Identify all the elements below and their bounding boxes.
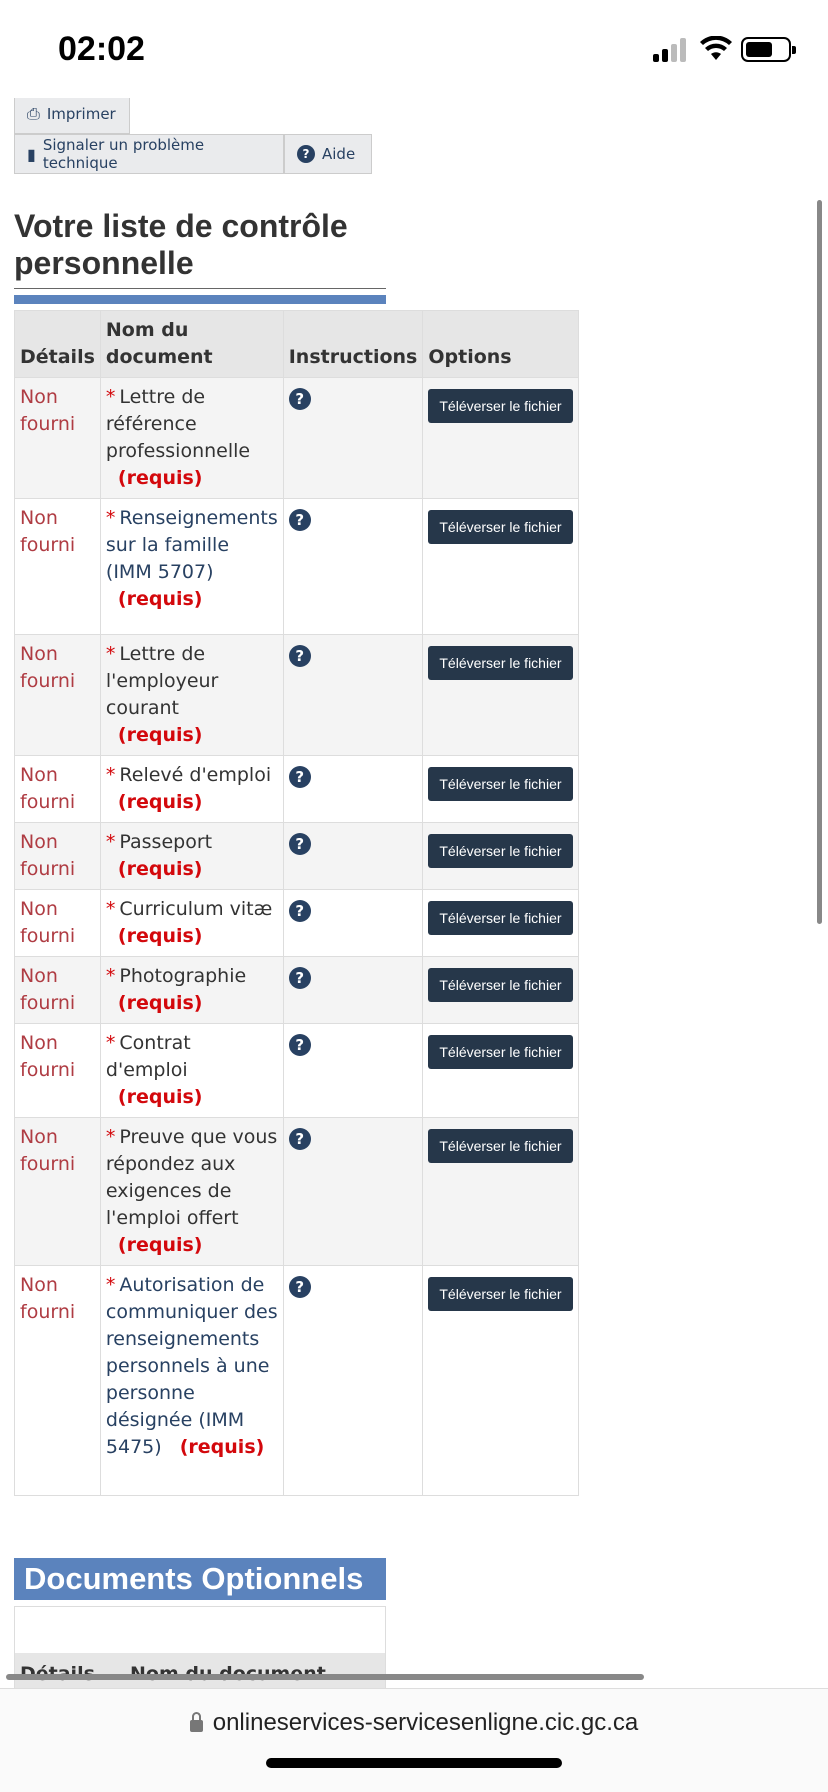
required-asterisk: * xyxy=(105,1032,116,1054)
instructions-help-icon[interactable]: ? xyxy=(289,967,311,989)
status-text: Non fourni xyxy=(20,898,76,947)
required-asterisk: * xyxy=(105,831,116,853)
col-details: Détails xyxy=(15,311,101,378)
status-text: Non fourni xyxy=(20,965,76,1014)
document-name-cell xyxy=(100,957,283,1024)
required-asterisk: * xyxy=(105,965,116,987)
status-text: Non fourni xyxy=(20,507,76,556)
table-row xyxy=(15,823,579,890)
required-label: (requis) xyxy=(117,1086,203,1108)
upload-file-button[interactable]: Téléverser le fichier xyxy=(428,1129,572,1163)
instructions-cell xyxy=(283,1266,423,1496)
document-name: Lettre de l'employeur courant xyxy=(105,643,219,719)
col-instructions: Instructions xyxy=(283,311,423,378)
checklist-table xyxy=(14,310,579,1496)
instructions-help-icon[interactable]: ? xyxy=(289,1128,311,1150)
document-name: Contrat d'emploi xyxy=(105,1032,191,1081)
required-asterisk: * xyxy=(105,1274,116,1296)
help-label: Aide xyxy=(322,145,356,163)
home-indicator[interactable] xyxy=(266,1758,562,1768)
required-label: (requis) xyxy=(117,925,203,947)
cellular-signal-icon xyxy=(653,38,687,62)
options-cell xyxy=(423,635,578,756)
options-cell xyxy=(423,1118,578,1266)
document-name-cell xyxy=(100,823,283,890)
required-label: (requis) xyxy=(117,858,203,880)
upload-file-button[interactable]: Téléverser le fichier xyxy=(428,1035,572,1069)
wifi-icon xyxy=(699,36,733,62)
document-name-cell xyxy=(100,499,283,635)
options-cell xyxy=(423,957,578,1024)
required-asterisk: * xyxy=(105,1126,116,1148)
web-page xyxy=(0,98,828,1688)
instructions-cell xyxy=(283,1024,423,1118)
status-text: Non fourni xyxy=(20,764,76,813)
document-name: Curriculum vitæ xyxy=(119,898,273,920)
required-label: (requis) xyxy=(179,1436,265,1458)
report-label: Signaler un problème technique xyxy=(42,136,205,172)
table-row xyxy=(15,1118,579,1266)
table-header-row xyxy=(15,311,579,378)
status-bar xyxy=(0,0,828,98)
document-name-cell xyxy=(100,1118,283,1266)
page-title: Votre liste de contrôle personnelle xyxy=(14,208,386,289)
status-text: Non fourni xyxy=(20,1126,76,1175)
status-cell xyxy=(15,756,101,823)
instructions-cell xyxy=(283,635,423,756)
status-cell xyxy=(15,499,101,635)
optional-documents-heading: Documents Optionnels xyxy=(14,1558,386,1600)
required-label: (requis) xyxy=(117,992,203,1014)
upload-file-button[interactable]: Téléverser le fichier xyxy=(428,901,572,935)
status-text: Non fourni xyxy=(20,1032,76,1081)
table-row xyxy=(15,499,579,635)
status-cell xyxy=(15,1118,101,1266)
title-underline xyxy=(14,295,386,304)
status-cell xyxy=(15,635,101,756)
status-text: Non fourni xyxy=(20,386,76,435)
upload-file-button[interactable]: Téléverser le fichier xyxy=(428,1277,572,1311)
document-name: Photographie xyxy=(119,965,247,987)
document-name-cell xyxy=(100,1266,283,1496)
options-cell xyxy=(423,890,578,957)
required-label: (requis) xyxy=(117,791,203,813)
print-label: Imprimer xyxy=(46,105,116,123)
instructions-help-icon[interactable]: ? xyxy=(289,833,311,855)
document-name-cell xyxy=(100,378,283,499)
table-row xyxy=(15,1024,579,1118)
instructions-cell xyxy=(283,378,423,499)
required-asterisk: * xyxy=(105,898,116,920)
battery-icon xyxy=(741,37,791,62)
url-text: onlineservices-servicesenligne.cic.gc.ca xyxy=(212,1709,639,1736)
table-row xyxy=(15,1266,579,1496)
instructions-cell xyxy=(283,957,423,1024)
upload-file-button[interactable]: Téléverser le fichier xyxy=(428,767,572,801)
status-cell xyxy=(15,1024,101,1118)
instructions-help-icon[interactable]: ? xyxy=(289,645,311,667)
required-label: (requis) xyxy=(117,467,203,489)
print-button[interactable] xyxy=(14,98,130,134)
vertical-scrollbar[interactable] xyxy=(817,200,822,924)
status-cell xyxy=(15,890,101,957)
instructions-cell xyxy=(283,1118,423,1266)
options-cell xyxy=(423,1024,578,1118)
status-cell xyxy=(15,823,101,890)
help-button[interactable] xyxy=(284,134,372,174)
options-cell xyxy=(423,378,578,499)
document-name-cell xyxy=(100,890,283,957)
document-name[interactable]: Autorisation de communiquer des renseignements personnels à une personne désignée (IMM 5475) xyxy=(105,1274,278,1458)
upload-file-button[interactable]: Téléverser le fichier xyxy=(428,834,572,868)
optional-table-header xyxy=(15,1653,385,1688)
instructions-help-icon[interactable]: ? xyxy=(289,1034,311,1056)
lock-icon xyxy=(190,1720,203,1732)
instructions-help-icon[interactable]: ? xyxy=(289,900,311,922)
upload-file-button[interactable]: Téléverser le fichier xyxy=(428,510,572,544)
status-cell xyxy=(15,1266,101,1496)
status-text: Non fourni xyxy=(20,643,76,692)
document-name: Preuve que vous répondez aux exigences de l'emploi offert xyxy=(105,1126,278,1229)
status-text: Non fourni xyxy=(20,831,76,880)
required-label: (requis) xyxy=(117,588,203,610)
required-asterisk: * xyxy=(105,507,116,529)
document-name: Relevé d'emploi xyxy=(119,764,272,786)
table-row xyxy=(15,957,579,1024)
required-asterisk: * xyxy=(105,643,116,665)
instructions-cell xyxy=(283,756,423,823)
status-cell xyxy=(15,957,101,1024)
comment-icon: ▮ xyxy=(27,144,36,164)
status-cell xyxy=(15,378,101,499)
printer-icon: ⎙ xyxy=(27,104,40,123)
browser-address-bar[interactable] xyxy=(0,1688,828,1792)
col-document-name: Nom du document xyxy=(100,311,283,378)
document-name: Passeport xyxy=(119,831,213,853)
document-name: Lettre de référence professionnelle xyxy=(105,386,251,462)
required-asterisk: * xyxy=(105,764,116,786)
instructions-help-icon[interactable]: ? xyxy=(289,509,311,531)
table-row xyxy=(15,890,579,957)
options-cell xyxy=(423,1266,578,1496)
upload-file-button[interactable]: Téléverser le fichier xyxy=(428,968,572,1002)
instructions-help-icon[interactable]: ? xyxy=(289,766,311,788)
document-name-cell xyxy=(100,756,283,823)
upload-file-button[interactable]: Téléverser le fichier xyxy=(428,389,572,423)
options-cell xyxy=(423,756,578,823)
status-text: Non fourni xyxy=(20,1274,76,1323)
document-name-cell xyxy=(100,635,283,756)
report-problem-button[interactable] xyxy=(14,134,284,174)
required-label: (requis) xyxy=(117,724,203,746)
instructions-cell xyxy=(283,823,423,890)
required-asterisk: * xyxy=(105,386,116,408)
instructions-cell xyxy=(283,890,423,957)
horizontal-scrollbar[interactable] xyxy=(6,1674,644,1680)
document-name-cell xyxy=(100,1024,283,1118)
required-label: (requis) xyxy=(117,1234,203,1256)
options-cell xyxy=(423,823,578,890)
help-icon: ? xyxy=(297,145,315,163)
table-row xyxy=(15,756,579,823)
instructions-help-icon[interactable]: ? xyxy=(289,1276,311,1298)
col-options: Options xyxy=(423,311,578,378)
instructions-help-icon[interactable]: ? xyxy=(289,388,311,410)
status-time: 02:02 xyxy=(58,30,145,68)
upload-file-button[interactable]: Téléverser le fichier xyxy=(428,646,572,680)
instructions-cell xyxy=(283,499,423,635)
document-name[interactable]: Renseignements sur la famille (IMM 5707) xyxy=(105,507,278,583)
table-row xyxy=(15,635,579,756)
options-cell xyxy=(423,499,578,635)
table-row xyxy=(15,378,579,499)
